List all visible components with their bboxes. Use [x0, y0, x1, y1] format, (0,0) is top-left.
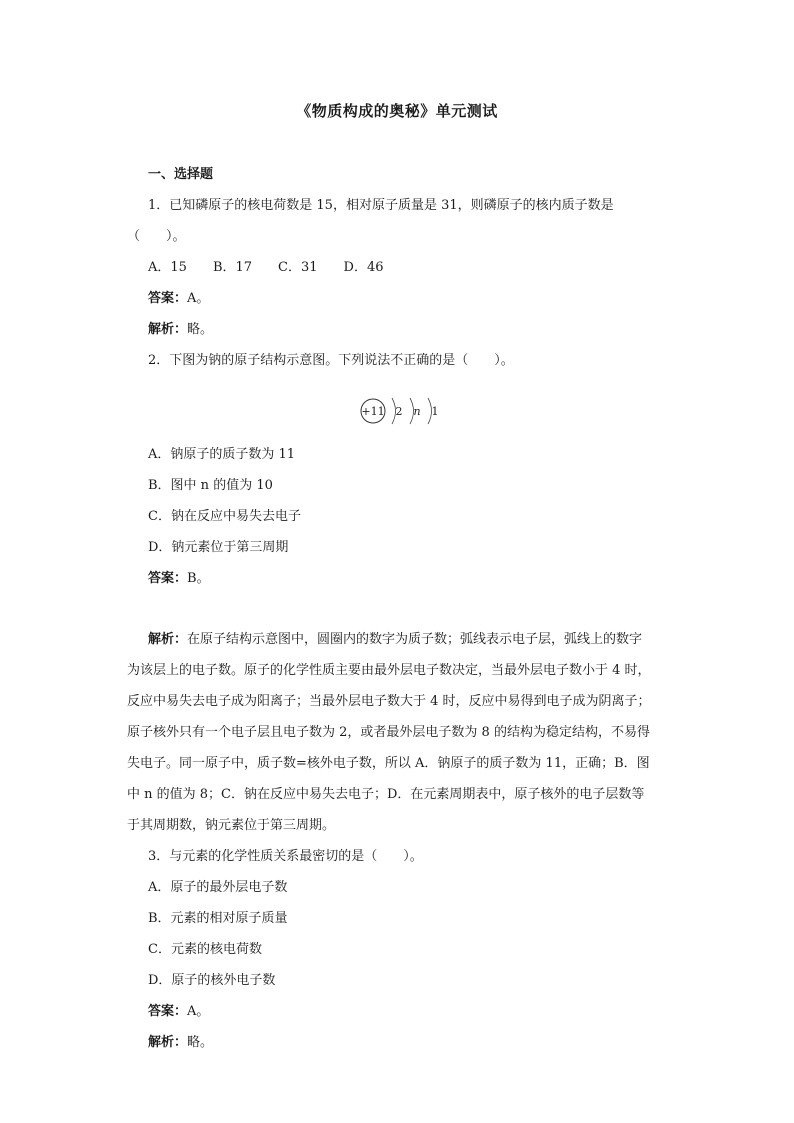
q2-analysis-label: 解析：	[148, 632, 188, 647]
q2-option-c: C．钠在反应中易失去电子	[148, 509, 301, 524]
q2-answer	[148, 569, 682, 589]
q2-analysis-text-1: 在原子结构示意图中，圆圈内的数字为质子数；弧线表示电子层，弧线上的数字	[187, 632, 643, 647]
q3-analysis-text: 略。	[187, 1035, 214, 1050]
q2-option-a: A．钠原子的质子数为 11	[148, 447, 296, 462]
q1-option-d: D．46	[343, 260, 384, 275]
sodium-atom-diagram	[358, 394, 448, 428]
q2-option-b: B．图中 n 的值为 10	[148, 478, 273, 493]
q1-stem-line2: （ ）。	[127, 229, 186, 244]
q1-analysis	[148, 320, 682, 340]
q3-answer	[148, 1002, 682, 1022]
q3-option-a: A．原子的最外层电子数	[148, 880, 288, 895]
q2-analysis-line4: 原子核外只有一个电子层且电子数为 2，或者最外层电子数为 8 的结构为稳定结构，不易得	[127, 725, 650, 740]
q2-answer-label: 答案：	[148, 571, 188, 586]
q1-answer-label: 答案：	[148, 291, 188, 306]
q2-stem: 2．下图为钠的原子结构示意图。下列说法不正确的是（ ）。	[148, 353, 514, 368]
shell-1-label: 2	[395, 405, 403, 418]
q2-analysis-line7: 于其周期数，钠元素位于第三周期。	[127, 818, 336, 833]
q1-analysis-text: 略。	[187, 322, 214, 337]
q1-options	[148, 258, 682, 278]
q3-stem: 3．与元素的化学性质关系最密切的是（ ）。	[148, 849, 423, 864]
q2-analysis-line3: 反应中易失去电子成为阳离子；当最外层电子数大于 4 时，反应中易得到电子成为阴离子；	[127, 694, 651, 709]
q2-analysis-line5: 失电子。同一原子中，质子数=核外电子数，所以 A．钠原子的质子数为 11，正确；B．图	[127, 756, 650, 771]
shell-3-label: 1	[431, 405, 439, 418]
page-title: 《物质构成的奥秘》单元测试	[296, 102, 498, 120]
shell-2-label: n	[413, 405, 421, 418]
q3-analysis-label: 解析：	[148, 1035, 188, 1050]
q3-option-c: C．元素的核电荷数	[148, 942, 262, 957]
q2-option-d: D．钠元素位于第三周期	[148, 540, 289, 555]
atom-structure-svg	[358, 394, 448, 428]
q3-option-d: D．原子的核外电子数	[148, 973, 276, 988]
q3-answer-label: 答案：	[148, 1004, 188, 1019]
q2-analysis-line2: 为该层上的电子数。原子的化学性质主要由最外层电子数决定，当最外层电子数小于 4 时，	[127, 663, 651, 678]
q1-answer	[148, 289, 682, 309]
q3-option-b: B．元素的相对原子质量	[148, 911, 288, 926]
q1-option-c: C．31	[278, 260, 318, 275]
q1-option-a: A．15	[148, 260, 187, 275]
q2-analysis-line6: 中 n 的值为 8；C．钠在反应中易失去电子；D．在元素周期表中，原子核外的电子层数等	[127, 787, 645, 802]
q1-stem-line1: 1．已知磷原子的核电荷数是 15，相对原子质量是 31，则磷原子的核内质子数是	[148, 198, 614, 213]
q1-option-b: B．17	[212, 260, 253, 275]
q1-analysis-label: 解析：	[148, 322, 188, 337]
q2-answer-value: B。	[187, 571, 210, 586]
q3-analysis	[148, 1033, 682, 1053]
section-heading: 一、选择题	[148, 167, 214, 182]
q2-analysis-line1	[148, 630, 682, 650]
q3-answer-value: A。	[187, 1004, 210, 1019]
nucleus-label: +11	[361, 405, 385, 418]
q1-answer-value: A。	[187, 291, 210, 306]
